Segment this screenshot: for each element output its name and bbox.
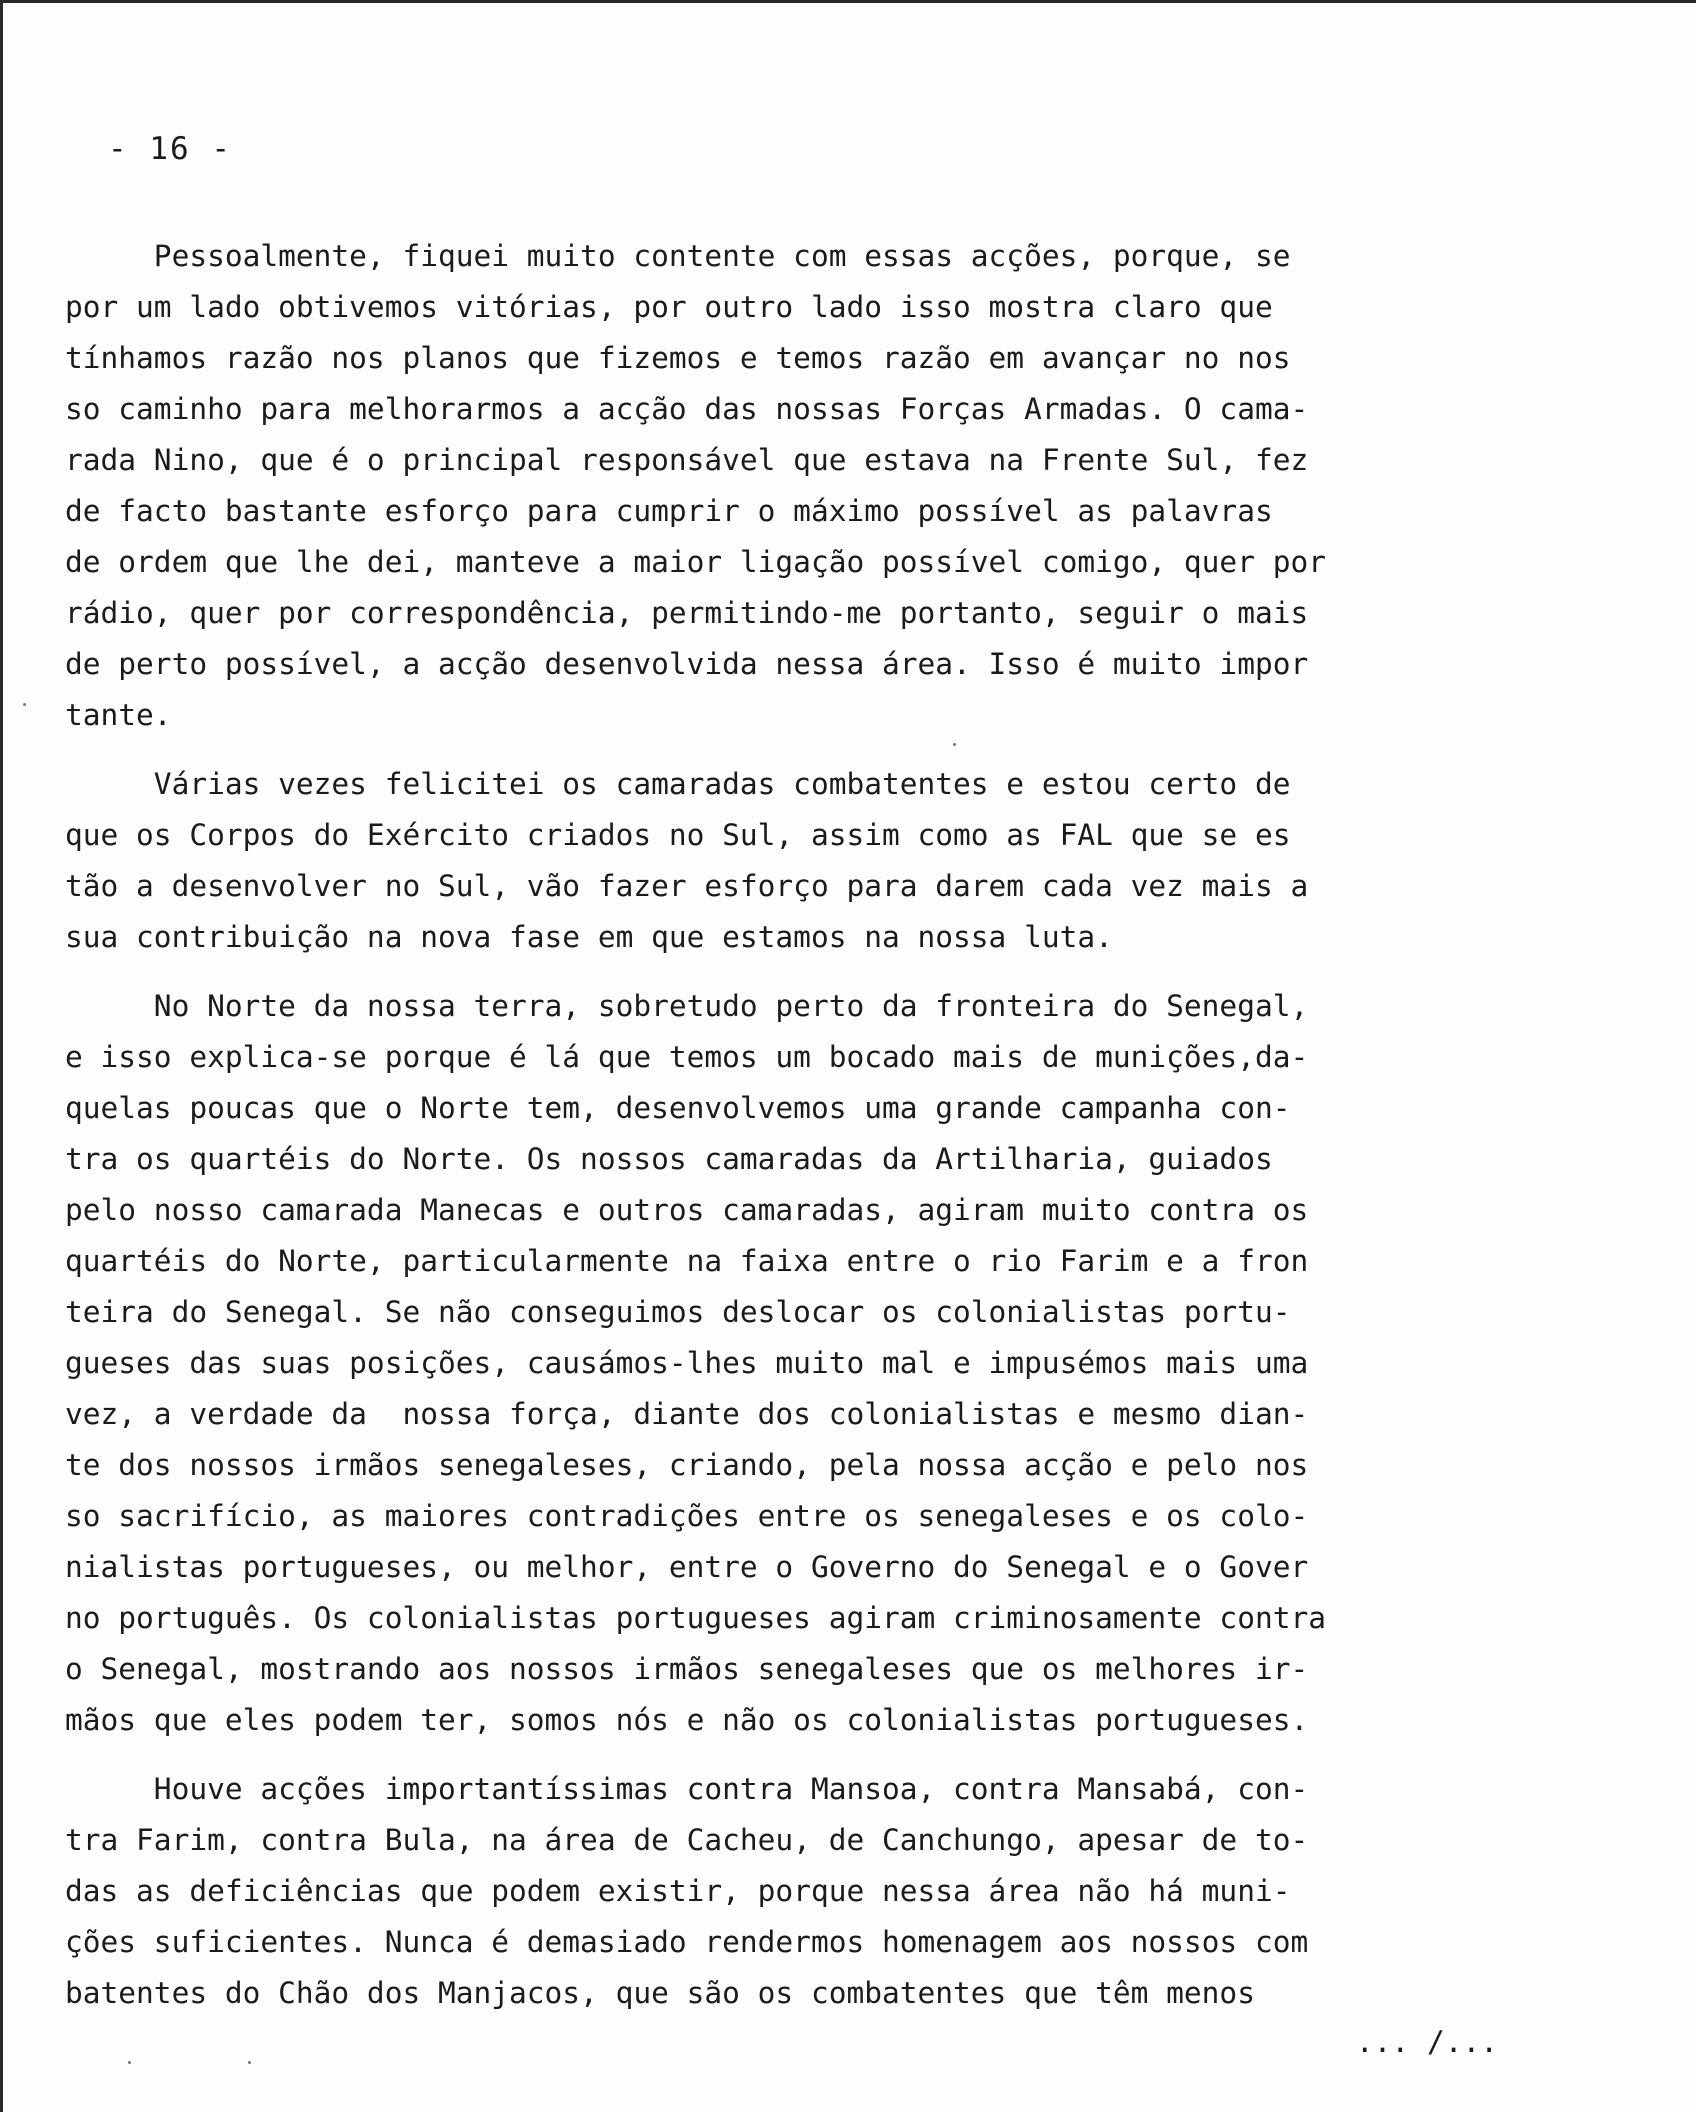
- text-line: so caminho para melhorarmos a acção das nossas Forças Armadas. O cama-: [65, 392, 1309, 426]
- scan-speck: [248, 2061, 251, 2064]
- text-line: tínhamos razão nos planos que fizemos e temos razão em avançar no nos: [65, 341, 1291, 375]
- text-line: quartéis do Norte, particularmente na faixa entre o rio Farim e a fron: [65, 1244, 1309, 1278]
- scan-speck: [23, 703, 26, 706]
- text-line: no português. Os colonialistas portugueses agiram criminosamente contra: [65, 1601, 1326, 1635]
- text-line: vez, a verdade da nossa força, diante dos colonialistas e mesmo dian-: [65, 1397, 1309, 1431]
- text-line: tra os quartéis do Norte. Os nossos camaradas da Artilharia, guiados: [65, 1142, 1273, 1176]
- text-line: e isso explica-se porque é lá que temos um bocado mais de munições,da-: [65, 1040, 1309, 1074]
- text-line: Houve acções importantíssimas contra Mansoa, contra Mansabá, con-: [65, 1772, 1309, 1806]
- paragraph-1: [65, 231, 1535, 741]
- paragraph-2: [65, 759, 1535, 963]
- text-line: mãos que eles podem ter, somos nós e não os colonialistas portugueses.: [65, 1703, 1309, 1737]
- text-line: teira do Senegal. Se não conseguimos deslocar os colonialistas portu-: [65, 1295, 1291, 1329]
- body-text: [65, 231, 1535, 2037]
- scan-speck: [128, 2061, 131, 2064]
- text-line: Várias vezes felicitei os camaradas combatentes e estou certo de: [65, 767, 1291, 801]
- text-line: o Senegal, mostrando aos nossos irmãos senegaleses que os melhores ir-: [65, 1652, 1309, 1686]
- text-line: tão a desenvolver no Sul, vão fazer esforço para darem cada vez mais a: [65, 869, 1309, 903]
- text-line: tra Farim, contra Bula, na área de Cacheu, de Canchungo, apesar de to-: [65, 1823, 1309, 1857]
- text-line: rádio, quer por correspondência, permitindo-me portanto, seguir o mais: [65, 596, 1309, 630]
- text-line: sua contribuição na nova fase em que estamos na nossa luta.: [65, 920, 1113, 954]
- text-line: por um lado obtivemos vitórias, por outro lado isso mostra claro que: [65, 290, 1273, 324]
- text-line: nialistas portugueses, ou melhor, entre o Governo do Senegal e o Gover: [65, 1550, 1309, 1584]
- text-line: te dos nossos irmãos senegaleses, criando, pela nossa acção e pelo nos: [65, 1448, 1309, 1482]
- text-line: ções suficientes. Nunca é demasiado rendermos homenagem aos nossos com: [65, 1925, 1309, 1959]
- paragraph-3: [65, 981, 1535, 1746]
- continuation-marker: ... /...: [1355, 2025, 1498, 2059]
- text-line: que os Corpos do Exército criados no Sul, assim como as FAL que se es: [65, 818, 1291, 852]
- text-line: Pessoalmente, fiquei muito contente com essas acções, porque, se: [65, 239, 1291, 273]
- text-line: pelo nosso camarada Manecas e outros camaradas, agiram muito contra os: [65, 1193, 1309, 1227]
- text-line: batentes do Chão dos Manjacos, que são os combatentes que têm menos: [65, 1976, 1255, 2010]
- text-line: gueses das suas posições, causámos-lhes muito mal e impusémos mais uma: [65, 1346, 1309, 1380]
- text-line: No Norte da nossa terra, sobretudo perto da fronteira do Senegal,: [65, 989, 1309, 1023]
- text-line: de ordem que lhe dei, manteve a maior ligação possível comigo, quer por: [65, 545, 1326, 579]
- page-number: - 16 -: [108, 131, 232, 167]
- scan-speck: [953, 743, 956, 746]
- paragraph-4: [65, 1764, 1535, 2019]
- text-line: quelas poucas que o Norte tem, desenvolvemos uma grande campanha con-: [65, 1091, 1291, 1125]
- text-line: de perto possível, a acção desenvolvida nessa área. Isso é muito impor: [65, 647, 1309, 681]
- text-line: tante.: [65, 698, 172, 732]
- text-line: de facto bastante esforço para cumprir o máximo possível as palavras: [65, 494, 1273, 528]
- text-line: rada Nino, que é o principal responsável que estava na Frente Sul, fez: [65, 443, 1309, 477]
- text-line: so sacrifício, as maiores contradições entre os senegaleses e os colo-: [65, 1499, 1309, 1533]
- text-line: das as deficiências que podem existir, porque nessa área não há muni-: [65, 1874, 1291, 1908]
